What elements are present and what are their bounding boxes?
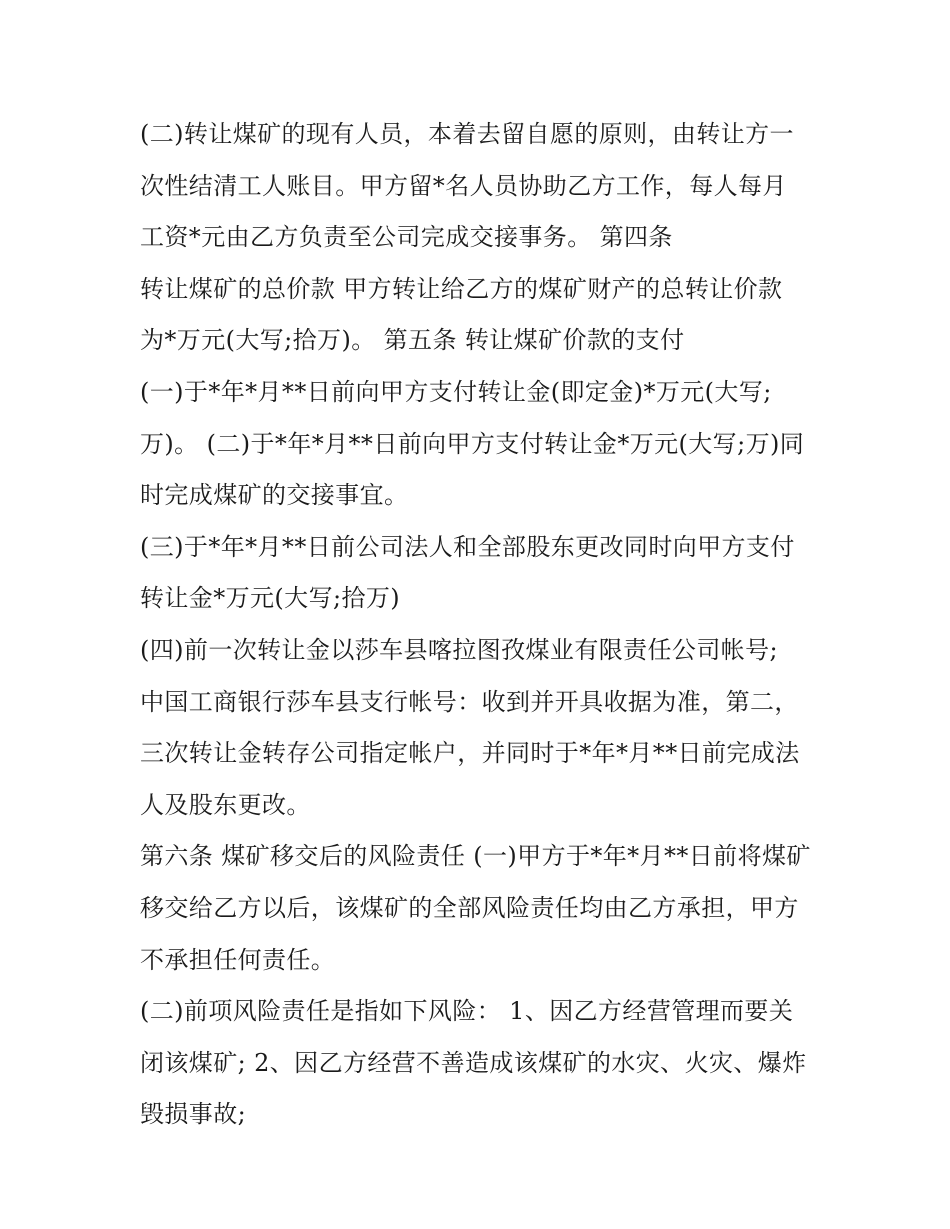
text-line-13: 三次转让金转存公司指定帐户，并同时于*年*月**日前完成法 xyxy=(140,739,800,768)
text-line-9: (三)于*年*月**日前公司法人和全部股东更改同时向甲方支付 xyxy=(140,532,795,561)
text-line-15: 第六条 煤矿移交后的风险责任 (一)甲方于*年*月**日前将煤矿 xyxy=(140,842,811,871)
text-line-4: 转让煤矿的总价款 甲方转让给乙方的煤矿财产的总转让价款 xyxy=(140,274,783,303)
text-line-18: (二)前项风险责任是指如下风险： 1、因乙方经营管理而要关 xyxy=(140,997,794,1026)
text-line-8: 时完成煤矿的交接事宜。 xyxy=(140,481,409,510)
text-line-1: (二)转让煤矿的现有人员，本着去留自愿的原则，由转让方一 xyxy=(140,120,794,148)
text-line-7: 万)。 (二)于*年*月**日前向甲方支付转让金*万元(大写;万)同 xyxy=(140,429,805,458)
text-line-12: 中国工商银行莎车县支行帐号：收到并开具收据为准，第二， xyxy=(140,687,799,716)
text-line-19: 闭该煤矿; 2、因乙方经营不善造成该煤矿的水灾、火灾、爆炸 xyxy=(140,1048,807,1077)
text-line-20: 毁损事故; xyxy=(140,1100,247,1129)
text-line-11: (四)前一次转让金以莎车县喀拉图孜煤业有限责任公司帐号; xyxy=(140,635,779,664)
text-line-14: 人及股东更改。 xyxy=(140,790,311,819)
text-line-10: 转让金*万元(大写;拾万) xyxy=(140,584,401,613)
text-line-3: 工资*元由乙方负责至公司完成交接事务。 第四条 xyxy=(140,223,673,252)
text-line-2: 次性结清工人账目。甲方留*名人员协助乙方工作，每人每月 xyxy=(140,171,787,200)
text-line-6: (一)于*年*月**日前向甲方支付转让金(即定金)*万元(大写; xyxy=(140,377,772,406)
text-line-5: 为*万元(大写;拾万)。 第五条 转让煤矿价款的支付 xyxy=(140,326,685,355)
text-line-17: 不承担任何责任。 xyxy=(140,945,336,974)
contract-text xyxy=(140,109,820,1141)
text-line-16: 移交给乙方以后，该煤矿的全部风险责任均由乙方承担，甲方 xyxy=(140,893,799,922)
